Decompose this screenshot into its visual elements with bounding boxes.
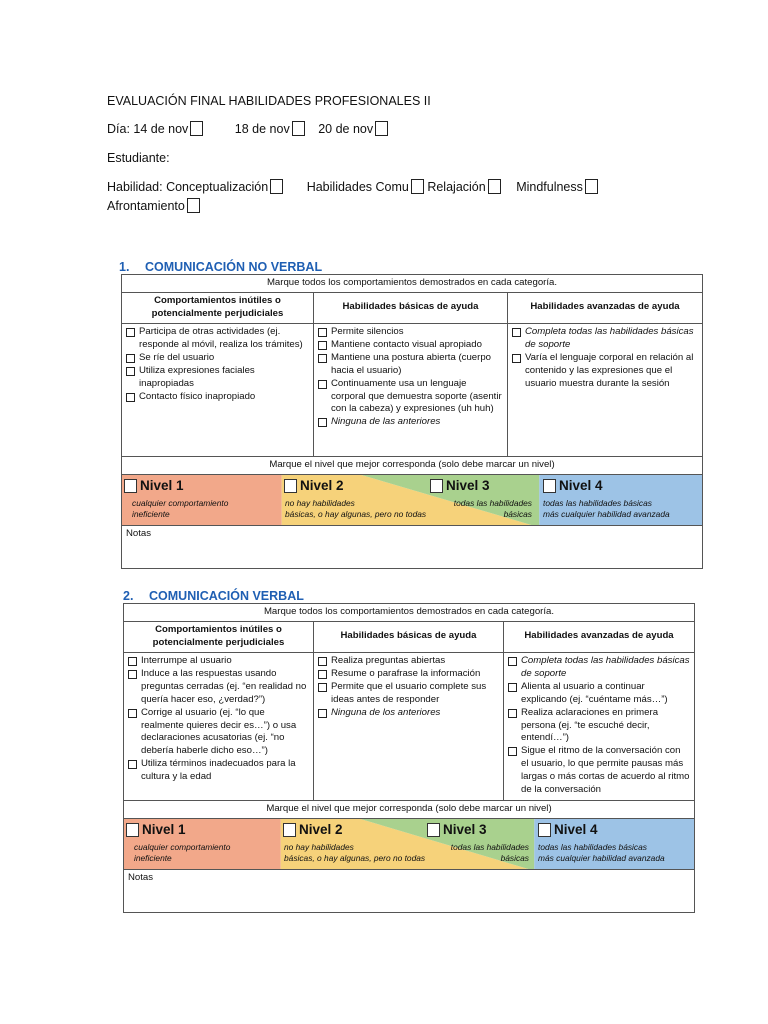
level3-label: Nivel 3 [443,821,487,837]
checkbox-icon[interactable] [318,657,327,666]
section2-title-text: COMUNICACIÓN VERBAL [149,589,304,603]
checkbox-icon[interactable] [126,393,135,402]
level2-label: Nivel 2 [300,477,344,493]
date-checkbox-20[interactable] [375,121,388,136]
level4-label: Nivel 4 [559,477,603,493]
date2-label: 18 de nov [234,122,290,136]
dia-label: Día: 14 de nov [107,122,189,136]
checklist-item[interactable]: Realiza aclaraciones en primera persona (ej. “te escuché decir, entendí…”) [508,707,690,746]
checkbox-icon[interactable] [508,709,517,718]
section2-level-band [124,818,695,869]
checkbox-icon[interactable] [128,670,137,679]
habilidad-row [107,179,598,194]
section2-notes[interactable] [124,869,695,912]
checkbox-icon[interactable] [126,328,135,337]
checkbox-icon[interactable] [508,683,517,692]
level3-desc: todas las habilidades básicas [450,841,529,864]
conceptualizacion-checkbox[interactable] [270,179,283,194]
level2-desc: no hay habilidades básicas, o hay algunas, pero no todas [285,497,427,520]
notes-label: Notas [126,527,152,539]
section2-col2-cell [314,652,504,800]
section1-instruction: Marque todos los comportamientos demostrados en cada categoría. [122,275,703,293]
section2-number: 2. [123,589,134,603]
section1-notes[interactable] [122,525,703,568]
level4-checkbox[interactable] [543,479,556,493]
checklist-item[interactable]: Contacto físico inapropiado [126,391,309,404]
level1-checkbox[interactable] [126,823,139,837]
level4-label: Nivel 4 [554,821,598,837]
level2-label: Nivel 2 [299,821,343,837]
checklist-item[interactable]: Interrumpe al usuario [128,655,309,668]
level2-checkbox[interactable] [284,479,297,493]
checklist-item[interactable]: Completa todas las habilidades básicas de soporte [508,655,690,681]
checkbox-icon[interactable] [318,328,327,337]
checkbox-icon[interactable] [508,747,517,756]
section2-col1-header: Comportamientos inútiles o potencialmente perjudiciales [124,621,314,652]
level3-desc: todas las habilidades básicas [453,497,532,520]
afrontamiento-checkbox[interactable] [187,198,200,213]
checklist-item[interactable]: Sigue el ritmo de la conversación con el usuario, lo que permite pausas más largas o más cortas de acuerdo al ritmo de la conversación [508,745,690,797]
section1-col3-header: Habilidades avanzadas de ayuda [508,292,703,323]
checkbox-icon[interactable] [128,760,137,769]
checkbox-icon[interactable] [318,670,327,679]
relajacion-checkbox[interactable] [488,179,501,194]
checklist-item[interactable]: Completa todas las habilidades básicas de soporte [512,326,698,352]
section1-col2-header: Habilidades básicas de ayuda [314,292,508,323]
habilidades-comu-label: Habilidades Comu [306,180,409,194]
habilidades-comu-checkbox[interactable] [411,179,424,194]
section1-col3-cell [508,323,703,456]
checklist-item[interactable]: Permite silencios [318,326,503,339]
section1-col1-header: Comportamientos inútiles o potencialmente perjudiciales [122,292,314,323]
section2-col3-cell [504,652,695,800]
checklist-item[interactable]: Participa de otras actividades (ej. responde al móvil, realiza los trámites) [126,326,309,352]
checkbox-icon[interactable] [318,341,327,350]
date-checkbox-14[interactable] [190,121,203,136]
section2-instruction: Marque todos los comportamientos demostrados en cada categoría. [124,604,695,622]
checkbox-icon[interactable] [512,328,521,337]
checklist-item[interactable]: Permite que el usuario complete sus ideas antes de responder [318,681,499,707]
section1-title [119,260,322,274]
section1-title-text: COMUNICACIÓN NO VERBAL [145,260,323,274]
checkbox-icon[interactable] [508,657,517,666]
level1-desc: cualquier comportamiento ineficiente [134,841,231,864]
level1-desc: cualquier comportamiento ineficiente [132,497,229,520]
checklist-item[interactable]: Se ríe del usuario [126,352,309,365]
form-title: EVALUACIÓN FINAL HABILIDADES PROFESIONALES II [107,94,431,108]
checkbox-icon[interactable] [318,380,327,389]
relajacion-label: Relajación [427,180,486,194]
mindfulness-label: Mindfulness [516,180,583,194]
checklist-item[interactable]: Mantiene una postura abierta (cuerpo hacia el usuario) [318,352,503,378]
mindfulness-checkbox[interactable] [585,179,598,194]
level1-label: Nivel 1 [140,477,184,493]
level3-checkbox[interactable] [430,479,443,493]
section1-col2-cell [314,323,508,456]
date-checkbox-18[interactable] [292,121,305,136]
afrontamiento-label: Afrontamiento [107,199,185,213]
level3-checkbox[interactable] [427,823,440,837]
checkbox-icon[interactable] [318,709,327,718]
checkbox-icon[interactable] [318,418,327,427]
estudiante-label: Estudiante: [107,151,170,165]
habilidad-label: Habilidad: Conceptualización [107,180,269,194]
checklist-item[interactable]: Varía el lenguaje corporal en relación al contenido y las expresiones que el usuario muestra durante la sesión [512,352,698,391]
checklist-item[interactable]: Induce a las respuestas usando preguntas cerradas (ej. “en realidad no quería hacer eso, ¿verdad?”) [128,668,309,707]
afrontamiento-row [107,198,200,213]
section1-col1-cell [122,323,314,456]
checkbox-icon[interactable] [318,683,327,692]
section2-col2-header: Habilidades básicas de ayuda [314,621,504,652]
level4-desc: todas las habilidades básicas más cualquier habilidad avanzada [538,841,665,864]
checklist-item[interactable]: Continuamente usa un lenguaje corporal que demuestra soporte (asentir con la cabeza) y expresiones (uh huh) [318,378,503,417]
section1-table [121,274,703,569]
checklist-item[interactable]: Ninguna de las anteriores [318,416,503,429]
notes-label: Notas [128,871,154,883]
section2-col1-cell [124,652,314,800]
checklist-item[interactable]: Resume o parafrase la información [318,668,499,681]
checklist-item[interactable]: Mantiene contacto visual apropiado [318,339,503,352]
checkbox-icon[interactable] [126,354,135,363]
checklist-item[interactable]: Alienta al usuario a continuar explicando (ej. “cuéntame más…”) [508,681,690,707]
checkbox-icon[interactable] [126,367,135,376]
level3-label: Nivel 3 [446,477,490,493]
level2-desc: no hay habilidades básicas, o hay algunas, pero no todas [284,841,426,864]
checklist-item[interactable]: Utiliza términos inadecuados para la cultura y la edad [128,758,309,784]
date3-label: 20 de nov [318,122,374,136]
checklist-item[interactable]: Corrige al usuario (ej. “lo que realmente quieres decir es…”) o usa declaraciones acusatorias (ej. “no debería haberle dicho eso…”) [128,707,309,759]
section1-level-band [122,474,703,525]
checkbox-icon[interactable] [128,657,137,666]
section2-title [123,589,304,603]
checkbox-icon[interactable] [512,354,521,363]
level1-checkbox[interactable] [124,479,137,493]
checkbox-icon[interactable] [318,354,327,363]
section2-table [123,603,695,913]
checkbox-icon[interactable] [128,709,137,718]
checklist-item[interactable]: Ninguna de los anteriores [318,707,499,720]
section1-level-instruction: Marque el nivel que mejor corresponda (solo debe marcar un nivel) [122,456,703,474]
checklist-item[interactable]: Realiza preguntas abiertas [318,655,499,668]
section2-level-instruction: Marque el nivel que mejor corresponda (solo debe marcar un nivel) [124,800,695,818]
level1-label: Nivel 1 [142,821,186,837]
level2-checkbox[interactable] [283,823,296,837]
checklist-item[interactable]: Utiliza expresiones faciales inapropiadas [126,365,309,391]
section1-number: 1. [119,260,130,274]
level4-desc: todas las habilidades básicas más cualquier habilidad avanzada [543,497,670,520]
level4-checkbox[interactable] [538,823,551,837]
section2-col3-header: Habilidades avanzadas de ayuda [504,621,695,652]
date-row [107,121,388,136]
